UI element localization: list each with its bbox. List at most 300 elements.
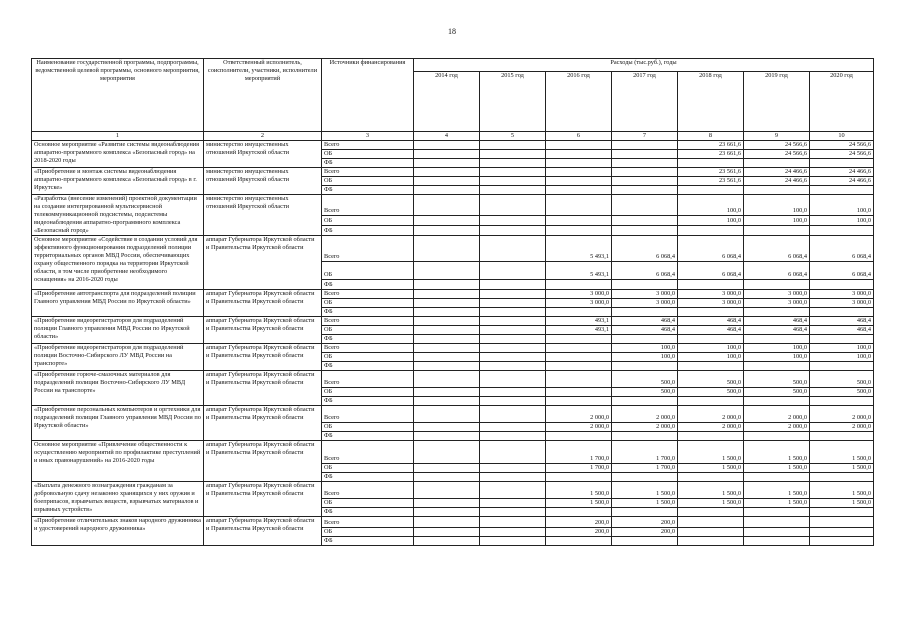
- amount-cell: [414, 186, 480, 195]
- amount-cell: [678, 508, 744, 517]
- amount-cell: 2 000,0: [678, 406, 744, 423]
- amount-cell: [744, 397, 810, 406]
- amount-cell: 2 000,0: [612, 406, 678, 423]
- amount-cell: 100,0: [810, 215, 874, 225]
- executor: аппарат Губернатора Иркутской области и Правительства Иркутской области: [204, 371, 322, 406]
- amount-cell: [480, 335, 546, 344]
- amount-cell: [612, 195, 678, 216]
- executor: министерство имущественных отношений Иркутской области: [204, 168, 322, 195]
- amount-cell: 24 566,6: [810, 150, 874, 159]
- amount-cell: [744, 517, 810, 528]
- amount-cell: 200,0: [612, 517, 678, 528]
- amount-cell: [810, 473, 874, 482]
- table-row: [32, 344, 874, 353]
- amount-cell: [480, 441, 546, 464]
- amount-cell: 100,0: [744, 195, 810, 216]
- amount-cell: [810, 308, 874, 317]
- amount-cell: [414, 499, 480, 508]
- amount-cell: [414, 423, 480, 432]
- funding-source: ФБ: [322, 473, 414, 482]
- header-source: Источники финансирования: [322, 59, 414, 132]
- amount-cell: [546, 308, 612, 317]
- amount-cell: 2 000,0: [678, 423, 744, 432]
- amount-cell: [480, 317, 546, 326]
- amount-cell: [414, 262, 480, 280]
- amount-cell: 24 566,6: [810, 141, 874, 150]
- amount-cell: [810, 186, 874, 195]
- header-name: Наименование государственной программы, подпрограммы, ведомственной целевой программы, основного мероприятия, мероприятия: [32, 59, 204, 132]
- amount-cell: 100,0: [810, 195, 874, 216]
- amount-cell: 468,4: [810, 317, 874, 326]
- amount-cell: [546, 141, 612, 150]
- amount-cell: [414, 528, 480, 537]
- funding-source: ФБ: [322, 362, 414, 371]
- header-year: 2017 год: [612, 72, 678, 132]
- table-row: [32, 371, 874, 388]
- amount-cell: [678, 537, 744, 546]
- amount-cell: [480, 280, 546, 290]
- amount-cell: 23 661,6: [678, 141, 744, 150]
- funding-source: ОБ: [322, 423, 414, 432]
- amount-cell: 6 068,4: [810, 236, 874, 262]
- funding-source: ОБ: [322, 388, 414, 397]
- amount-cell: 1 500,0: [678, 464, 744, 473]
- funding-source: Всего: [322, 317, 414, 326]
- amount-cell: 100,0: [678, 215, 744, 225]
- amount-cell: [546, 432, 612, 441]
- table-row: [32, 517, 874, 528]
- funding-source: ФБ: [322, 159, 414, 168]
- amount-cell: [546, 215, 612, 225]
- activity-name: «Приобретение отличительных знаков народного дружинника и удостоверений народного дружинника»: [32, 517, 204, 546]
- amount-cell: [480, 508, 546, 517]
- amount-cell: 100,0: [744, 215, 810, 225]
- amount-cell: [678, 186, 744, 195]
- amount-cell: 100,0: [612, 344, 678, 353]
- table-row: [32, 482, 874, 499]
- activity-name: Основное мероприятие «Развитие системы видеонаблюдения аппаратно-программного комплекса «Безопасный город» на 2018-2020 годы: [32, 141, 204, 168]
- expenses-table: [31, 58, 874, 546]
- amount-cell: [612, 308, 678, 317]
- amount-cell: [810, 508, 874, 517]
- activity-name: «Приобретение автотранспорта для подразделений полиции Главного управления МВД России по Иркутской области»: [32, 290, 204, 317]
- amount-cell: [678, 473, 744, 482]
- funding-source: ОБ: [322, 215, 414, 225]
- amount-cell: [480, 299, 546, 308]
- activity-name: «Приобретение горюче-смазочных материалов для подразделений полиции Восточно-Сибирского ЛУ МВД России на транспорте»: [32, 371, 204, 406]
- amount-cell: [414, 225, 480, 235]
- funding-source: ФБ: [322, 186, 414, 195]
- amount-cell: [810, 335, 874, 344]
- amount-cell: 24 466,6: [744, 168, 810, 177]
- executor: аппарат Губернатора Иркутской области и Правительства Иркутской области: [204, 317, 322, 344]
- amount-cell: 24 466,6: [810, 168, 874, 177]
- amount-cell: [546, 344, 612, 353]
- executor: аппарат Губернатора Иркутской области и Правительства Иркутской области: [204, 482, 322, 517]
- amount-cell: [612, 186, 678, 195]
- amount-cell: 1 700,0: [612, 464, 678, 473]
- amount-cell: [612, 280, 678, 290]
- amount-cell: [480, 168, 546, 177]
- funding-source: Всего: [322, 482, 414, 499]
- amount-cell: [744, 432, 810, 441]
- amount-cell: [546, 397, 612, 406]
- header-year: 2019 год: [744, 72, 810, 132]
- amount-cell: [612, 473, 678, 482]
- amount-cell: [546, 225, 612, 235]
- amount-cell: 24 466,6: [744, 177, 810, 186]
- amount-cell: [414, 362, 480, 371]
- amount-cell: 100,0: [810, 344, 874, 353]
- amount-cell: 1 500,0: [744, 441, 810, 464]
- amount-cell: 493,1: [546, 326, 612, 335]
- amount-cell: [414, 299, 480, 308]
- funding-source: ОБ: [322, 262, 414, 280]
- amount-cell: 1 500,0: [810, 482, 874, 499]
- amount-cell: [480, 215, 546, 225]
- amount-cell: 23 661,6: [678, 150, 744, 159]
- amount-cell: 2 000,0: [744, 406, 810, 423]
- amount-cell: [480, 177, 546, 186]
- funding-source: ОБ: [322, 499, 414, 508]
- amount-cell: [744, 225, 810, 235]
- amount-cell: 2 000,0: [612, 423, 678, 432]
- amount-cell: [612, 168, 678, 177]
- amount-cell: [414, 141, 480, 150]
- amount-cell: [414, 432, 480, 441]
- amount-cell: 23 561,6: [678, 168, 744, 177]
- amount-cell: [612, 335, 678, 344]
- column-number: 7: [612, 132, 678, 141]
- funding-source: ОБ: [322, 464, 414, 473]
- amount-cell: 500,0: [612, 371, 678, 388]
- amount-cell: [414, 159, 480, 168]
- amount-cell: 24 566,6: [744, 150, 810, 159]
- amount-cell: [612, 432, 678, 441]
- executor: аппарат Губернатора Иркутской области и Правительства Иркутской области: [204, 406, 322, 441]
- amount-cell: 2 000,0: [810, 406, 874, 423]
- funding-source: Всего: [322, 236, 414, 262]
- amount-cell: [678, 517, 744, 528]
- executor: аппарат Губернатора Иркутской области и Правительства Иркутской области: [204, 441, 322, 482]
- header-executor: Ответственный исполнитель, соисполнители, участники, исполнители мероприятий: [204, 59, 322, 132]
- amount-cell: [480, 308, 546, 317]
- activity-name: «Выплата денежного вознаграждения гражданам за добровольную сдачу незаконно хранящихся у них оружия и боеприпасов, взрывчатых веществ, взрывчатых материалов и взрывных устройств»: [32, 482, 204, 517]
- amount-cell: [678, 280, 744, 290]
- amount-cell: 100,0: [744, 353, 810, 362]
- amount-cell: [480, 537, 546, 546]
- amount-cell: [810, 280, 874, 290]
- amount-cell: 1 500,0: [546, 482, 612, 499]
- amount-cell: [678, 432, 744, 441]
- column-number: 8: [678, 132, 744, 141]
- executor: аппарат Губернатора Иркутской области и Правительства Иркутской области: [204, 236, 322, 290]
- amount-cell: [414, 508, 480, 517]
- amount-cell: 6 068,4: [612, 262, 678, 280]
- amount-cell: [480, 482, 546, 499]
- amount-cell: 100,0: [612, 353, 678, 362]
- amount-cell: [480, 371, 546, 388]
- amount-cell: [414, 326, 480, 335]
- amount-cell: [612, 159, 678, 168]
- amount-cell: [480, 388, 546, 397]
- amount-cell: [810, 537, 874, 546]
- funding-source: ФБ: [322, 225, 414, 235]
- amount-cell: [480, 473, 546, 482]
- funding-source: Всего: [322, 344, 414, 353]
- activity-name: Основное мероприятие «Привлечение общественности к осуществлению мероприятий по профилактике преступлений и иных правонарушений» на 2016-2020 годы: [32, 441, 204, 482]
- amount-cell: [678, 335, 744, 344]
- amount-cell: 1 500,0: [744, 499, 810, 508]
- amount-cell: [480, 150, 546, 159]
- amount-cell: 2 000,0: [810, 423, 874, 432]
- amount-cell: [678, 397, 744, 406]
- amount-cell: [414, 177, 480, 186]
- amount-cell: [546, 508, 612, 517]
- amount-cell: [480, 362, 546, 371]
- amount-cell: [546, 195, 612, 216]
- amount-cell: 1 500,0: [810, 464, 874, 473]
- amount-cell: [480, 159, 546, 168]
- header-expenses: Расходы (тыс.руб.), годы: [414, 59, 874, 72]
- amount-cell: [480, 464, 546, 473]
- funding-source: ОБ: [322, 150, 414, 159]
- funding-source: Всего: [322, 141, 414, 150]
- table-row: [32, 195, 874, 216]
- amount-cell: [414, 344, 480, 353]
- amount-cell: [678, 159, 744, 168]
- amount-cell: [414, 473, 480, 482]
- funding-source: Всего: [322, 406, 414, 423]
- amount-cell: [414, 308, 480, 317]
- funding-source: ФБ: [322, 308, 414, 317]
- funding-source: ОБ: [322, 528, 414, 537]
- column-number: 10: [810, 132, 874, 141]
- amount-cell: 3 000,0: [810, 290, 874, 299]
- column-number: 2: [204, 132, 322, 141]
- amount-cell: 6 068,4: [612, 236, 678, 262]
- amount-cell: 468,4: [678, 317, 744, 326]
- funding-source: ФБ: [322, 432, 414, 441]
- amount-cell: 468,4: [612, 317, 678, 326]
- header-year: 2015 год: [480, 72, 546, 132]
- amount-cell: 23 561,6: [678, 177, 744, 186]
- activity-name: Основное мероприятие «Содействие в создании условий для эффективного функционирования подразделений полиции территориальных органов МВД России, обеспечивающих охрану общественного порядка на территории Иркутской области, в том числе приобретение необходимого оснащения» на 2016-2020 годы: [32, 236, 204, 290]
- amount-cell: 1 500,0: [678, 499, 744, 508]
- amount-cell: 500,0: [744, 371, 810, 388]
- amount-cell: 100,0: [678, 344, 744, 353]
- column-number: 4: [414, 132, 480, 141]
- amount-cell: [414, 195, 480, 216]
- amount-cell: [480, 344, 546, 353]
- amount-cell: [480, 195, 546, 216]
- amount-cell: 200,0: [546, 517, 612, 528]
- amount-cell: [612, 362, 678, 371]
- amount-cell: 6 068,4: [744, 262, 810, 280]
- amount-cell: 200,0: [546, 528, 612, 537]
- header-year: 2014 год: [414, 72, 480, 132]
- amount-cell: [480, 528, 546, 537]
- amount-cell: [414, 537, 480, 546]
- funding-source: Всего: [322, 371, 414, 388]
- amount-cell: [678, 225, 744, 235]
- amount-cell: 1 500,0: [678, 482, 744, 499]
- amount-cell: [480, 225, 546, 235]
- amount-cell: [678, 528, 744, 537]
- amount-cell: 1 500,0: [810, 441, 874, 464]
- funding-source: Всего: [322, 517, 414, 528]
- activity-name: «Приобретение персональных компьютеров и оргтехники для подразделений полиции Главного управления МВД России по Иркутской области»: [32, 406, 204, 441]
- amount-cell: 468,4: [678, 326, 744, 335]
- amount-cell: [546, 280, 612, 290]
- amount-cell: [810, 432, 874, 441]
- amount-cell: 1 500,0: [546, 499, 612, 508]
- amount-cell: [414, 168, 480, 177]
- amount-cell: 3 000,0: [678, 299, 744, 308]
- amount-cell: [546, 371, 612, 388]
- amount-cell: [480, 517, 546, 528]
- amount-cell: [414, 388, 480, 397]
- table-row: [32, 441, 874, 464]
- amount-cell: [414, 317, 480, 326]
- amount-cell: [744, 537, 810, 546]
- table-row: [32, 317, 874, 326]
- amount-cell: [480, 141, 546, 150]
- amount-cell: 500,0: [810, 371, 874, 388]
- header-year: 2018 год: [678, 72, 744, 132]
- amount-cell: 468,4: [744, 326, 810, 335]
- funding-source: ФБ: [322, 397, 414, 406]
- amount-cell: 468,4: [612, 326, 678, 335]
- amount-cell: [414, 236, 480, 262]
- column-number: 3: [322, 132, 414, 141]
- amount-cell: 493,1: [546, 317, 612, 326]
- amount-cell: [678, 362, 744, 371]
- amount-cell: 3 000,0: [810, 299, 874, 308]
- amount-cell: [480, 186, 546, 195]
- funding-source: ОБ: [322, 299, 414, 308]
- activity-name: «Приобретение видеорегистраторов для подразделений полиции Главного управления МВД России по Иркутской области»: [32, 317, 204, 344]
- activity-name: «Приобретение видеорегистраторов для подразделений полиции Восточно-Сибирского ЛУ МВД России на транспорте»: [32, 344, 204, 371]
- amount-cell: [546, 150, 612, 159]
- page-number: 18: [448, 27, 456, 36]
- amount-cell: 3 000,0: [546, 299, 612, 308]
- amount-cell: [480, 290, 546, 299]
- amount-cell: 3 000,0: [546, 290, 612, 299]
- amount-cell: [678, 308, 744, 317]
- amount-cell: [480, 499, 546, 508]
- amount-cell: 1 500,0: [744, 464, 810, 473]
- amount-cell: [414, 335, 480, 344]
- funding-source: ФБ: [322, 335, 414, 344]
- amount-cell: [810, 517, 874, 528]
- amount-cell: [546, 186, 612, 195]
- amount-cell: [546, 362, 612, 371]
- amount-cell: 5 493,1: [546, 262, 612, 280]
- amount-cell: [744, 528, 810, 537]
- table-row: [32, 141, 874, 150]
- column-number: 5: [480, 132, 546, 141]
- amount-cell: [612, 508, 678, 517]
- amount-cell: [744, 335, 810, 344]
- amount-cell: [744, 508, 810, 517]
- amount-cell: 1 700,0: [612, 441, 678, 464]
- table-row: [32, 168, 874, 177]
- amount-cell: 1 700,0: [546, 441, 612, 464]
- amount-cell: 6 068,4: [678, 262, 744, 280]
- amount-cell: [414, 464, 480, 473]
- amount-cell: [810, 397, 874, 406]
- table-row: [32, 406, 874, 423]
- amount-cell: [612, 177, 678, 186]
- funding-source: Всего: [322, 290, 414, 299]
- amount-cell: 1 500,0: [810, 499, 874, 508]
- amount-cell: [612, 397, 678, 406]
- amount-cell: 500,0: [744, 388, 810, 397]
- amount-cell: 3 000,0: [678, 290, 744, 299]
- amount-cell: [546, 388, 612, 397]
- amount-cell: 100,0: [810, 353, 874, 362]
- amount-cell: [414, 353, 480, 362]
- funding-source: ОБ: [322, 177, 414, 186]
- amount-cell: [744, 159, 810, 168]
- amount-cell: [480, 432, 546, 441]
- amount-cell: [744, 280, 810, 290]
- amount-cell: [810, 528, 874, 537]
- amount-cell: 100,0: [744, 344, 810, 353]
- amount-cell: 500,0: [678, 388, 744, 397]
- amount-cell: 1 500,0: [744, 482, 810, 499]
- funding-source: Всего: [322, 441, 414, 464]
- amount-cell: [744, 186, 810, 195]
- amount-cell: [480, 236, 546, 262]
- column-number: 1: [32, 132, 204, 141]
- amount-cell: [414, 397, 480, 406]
- amount-cell: 1 500,0: [612, 499, 678, 508]
- header-year: 2020 год: [810, 72, 874, 132]
- table-row: [32, 236, 874, 262]
- amount-cell: [480, 262, 546, 280]
- amount-cell: 1 500,0: [678, 441, 744, 464]
- funding-source: ОБ: [322, 353, 414, 362]
- column-number: 6: [546, 132, 612, 141]
- amount-cell: [744, 473, 810, 482]
- amount-cell: 500,0: [678, 371, 744, 388]
- amount-cell: 468,4: [744, 317, 810, 326]
- funding-source: Всего: [322, 168, 414, 177]
- amount-cell: [546, 473, 612, 482]
- amount-cell: [612, 215, 678, 225]
- amount-cell: 2 000,0: [546, 406, 612, 423]
- amount-cell: [480, 423, 546, 432]
- amount-cell: 3 000,0: [744, 299, 810, 308]
- amount-cell: [414, 150, 480, 159]
- amount-cell: [414, 406, 480, 423]
- amount-cell: 3 000,0: [612, 290, 678, 299]
- activity-name: «Разработка (внесение изменений) проектной документации на создание интегрированной мультисервисной телекоммуникационной подсистемы, подсистемы видеонаблюдения аппаратно-программного комплекса «Безопасный город»: [32, 195, 204, 236]
- amount-cell: [810, 362, 874, 371]
- table-row: [32, 290, 874, 299]
- amount-cell: [414, 280, 480, 290]
- amount-cell: 6 068,4: [810, 262, 874, 280]
- amount-cell: 5 493,1: [546, 236, 612, 262]
- amount-cell: 1 700,0: [546, 464, 612, 473]
- amount-cell: [612, 150, 678, 159]
- amount-cell: 6 068,4: [744, 236, 810, 262]
- amount-cell: [480, 406, 546, 423]
- amount-cell: [546, 335, 612, 344]
- amount-cell: 24 466,6: [810, 177, 874, 186]
